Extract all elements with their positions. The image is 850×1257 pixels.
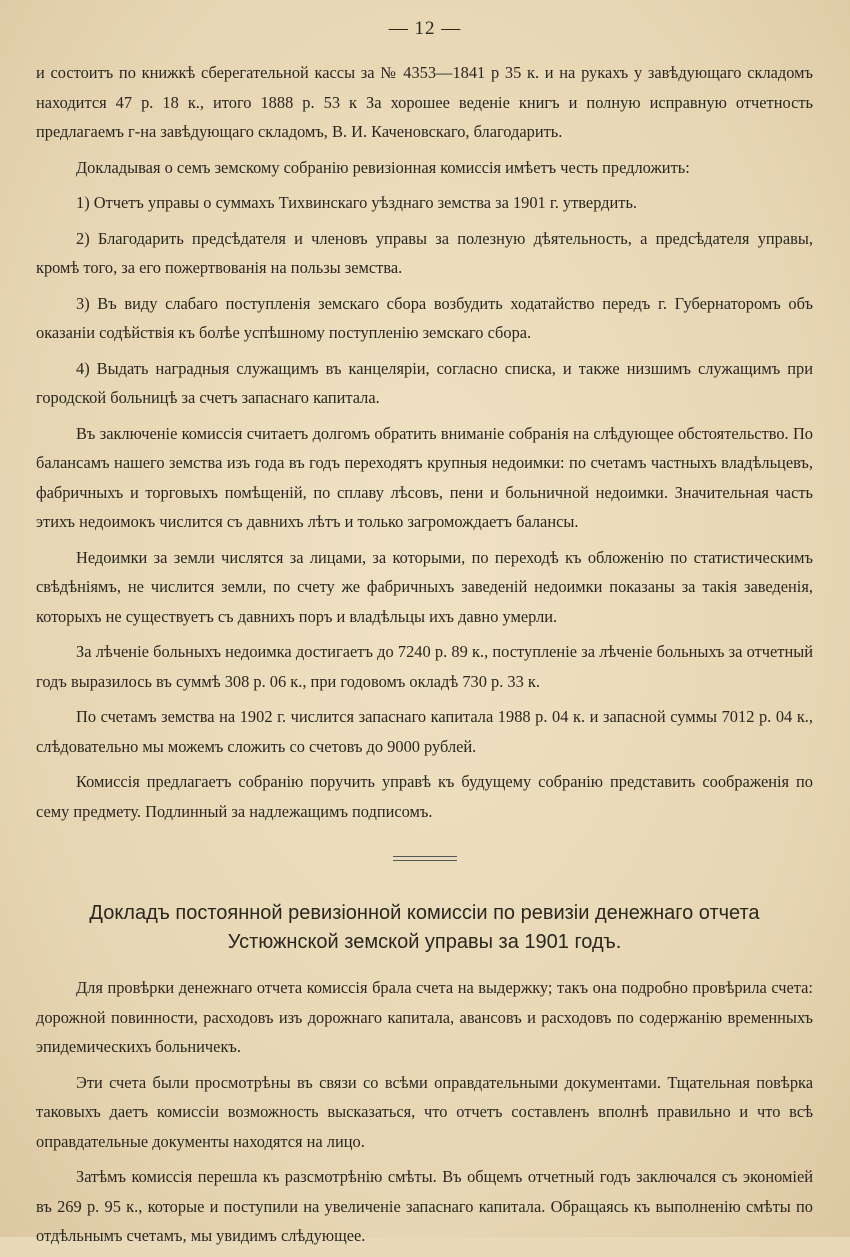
paragraph: 1) Отчетъ управы о суммахъ Тихвинскаго уѣзднаго земства за 1901 г. утвердить. (76, 193, 638, 212)
paragraph: 2) Благодарить предсѣдателя и членовъ управы за полезную дѣятельность, а предсѣдателя управы, кромѣ того, за его пожертвованія на пользы земства. (36, 228, 813, 277)
paragraph: За лѣченіе больныхъ недоимка достигаетъ до 7240 р. 89 к., поступленіе за лѣченіе больныхъ за отчетный годъ выразилось въ суммѣ 308 р. 06 к., при годовомъ окладѣ 730 р. 33 к. (36, 642, 813, 691)
paragraph: Эти счета были просмотрѣны въ связи со всѣми оправдательными документами. Тщательная повѣрка таковыхъ даетъ комиссіи возможность высказаться, что отчетъ составленъ вполнѣ правильно и что всѣ оправдательные документы находятся на лицо. (36, 1072, 813, 1151)
paragraph: Недоимки за земли числятся за лицами, за которыми, по переходѣ къ обложенію по статистическимъ свѣдѣніямъ, не числится земли, по счету же фабричныхъ заведеній недоимки показаны за такія заведенія, которыхъ не существуетъ съ давнихъ поръ и владѣльцы ихъ давно умерли. (36, 547, 813, 626)
paragraph: По счетамъ земства на 1902 г. числится запаснаго капитала 1988 р. 04 к. и запасной суммы 7012 р. 04 к., слѣдовательно мы можемъ сложить со счетовъ до 9000 рублей. (36, 707, 813, 756)
page-content (36, 58, 813, 1257)
page-number: — 12 — (388, 18, 462, 39)
section-divider (393, 856, 457, 861)
section-title: Докладъ постоянной ревизіонной комиссіи по ревизіи денежнаго отчета Устюжнской земской управы за 1901 годъ. (89, 902, 760, 953)
paragraph: Для провѣрки денежнаго отчета комиссія брала счета на выдержку; такъ она подробно провѣрила счета: дорожной повинности, расходовъ изъ дорожнаго капитала, авансовъ и расходовъ по содержанію временныхъ эпидемическихъ больничекъ. (36, 978, 813, 1056)
paragraph: 3) Въ виду слабаго поступленія земскаго сбора возбудить ходатайство передъ г. Губернаторомъ объ оказаніи содѣйствія къ болѣе успѣшному поступленію земскаго сбора. (36, 293, 813, 342)
paragraph: Комиссія предлагаетъ собранію поручить управѣ къ будущему собранію представить соображенія по сему предмету. Подлинный за надлежащимъ подписомъ. (36, 772, 813, 821)
paragraph: Въ заключеніе комиссія считаетъ долгомъ обратить вниманіе собранія на слѣдующее обстоятельство. По балансамъ нашего земства изъ года въ годъ переходятъ крупныя недоимки: по счетамъ частныхъ владѣльцевъ, фабричныхъ и торговыхъ помѣщеній, по сплаву лѣсовъ, пени и больничной недоимки. Значительная часть этихъ недоимокъ числится съ давнихъ лѣтъ и только загромождаетъ балансы. (36, 423, 813, 531)
paragraph: Затѣмъ комиссія перешла къ разсмотрѣнію смѣты. Въ общемъ отчетный годъ заключался съ экономіей въ 269 р. 95 к., которые и поступили на увеличеніе запаснаго капитала. Обращаясь къ выполненію смѣты по отдѣльнымъ счетамъ, мы увидимъ слѣдующее. (36, 1167, 813, 1245)
paragraph: Докладывая о семъ земскому собранію ревизіонная комиссія имѣетъ честь предложить: (76, 157, 690, 177)
paragraph: и состоитъ по книжкѣ сберегательной кассы за № 4353—1841 р 35 к. и на рукахъ у завѣдующаго складомъ находится 47 р. 18 к., итого 1888 р. 53 к За хорошее веденіе книгъ и полную исправную отчетность предлагаемъ г-на завѣдующаго складомъ, В. И. Каченовскаго, благодарить. (36, 63, 813, 141)
paragraph: 4) Выдать наградныя служащимъ въ канцеляріи, согласно списка, и также низшимъ служащимъ при городской больницѣ за счетъ запаснаго капитала. (36, 358, 813, 407)
